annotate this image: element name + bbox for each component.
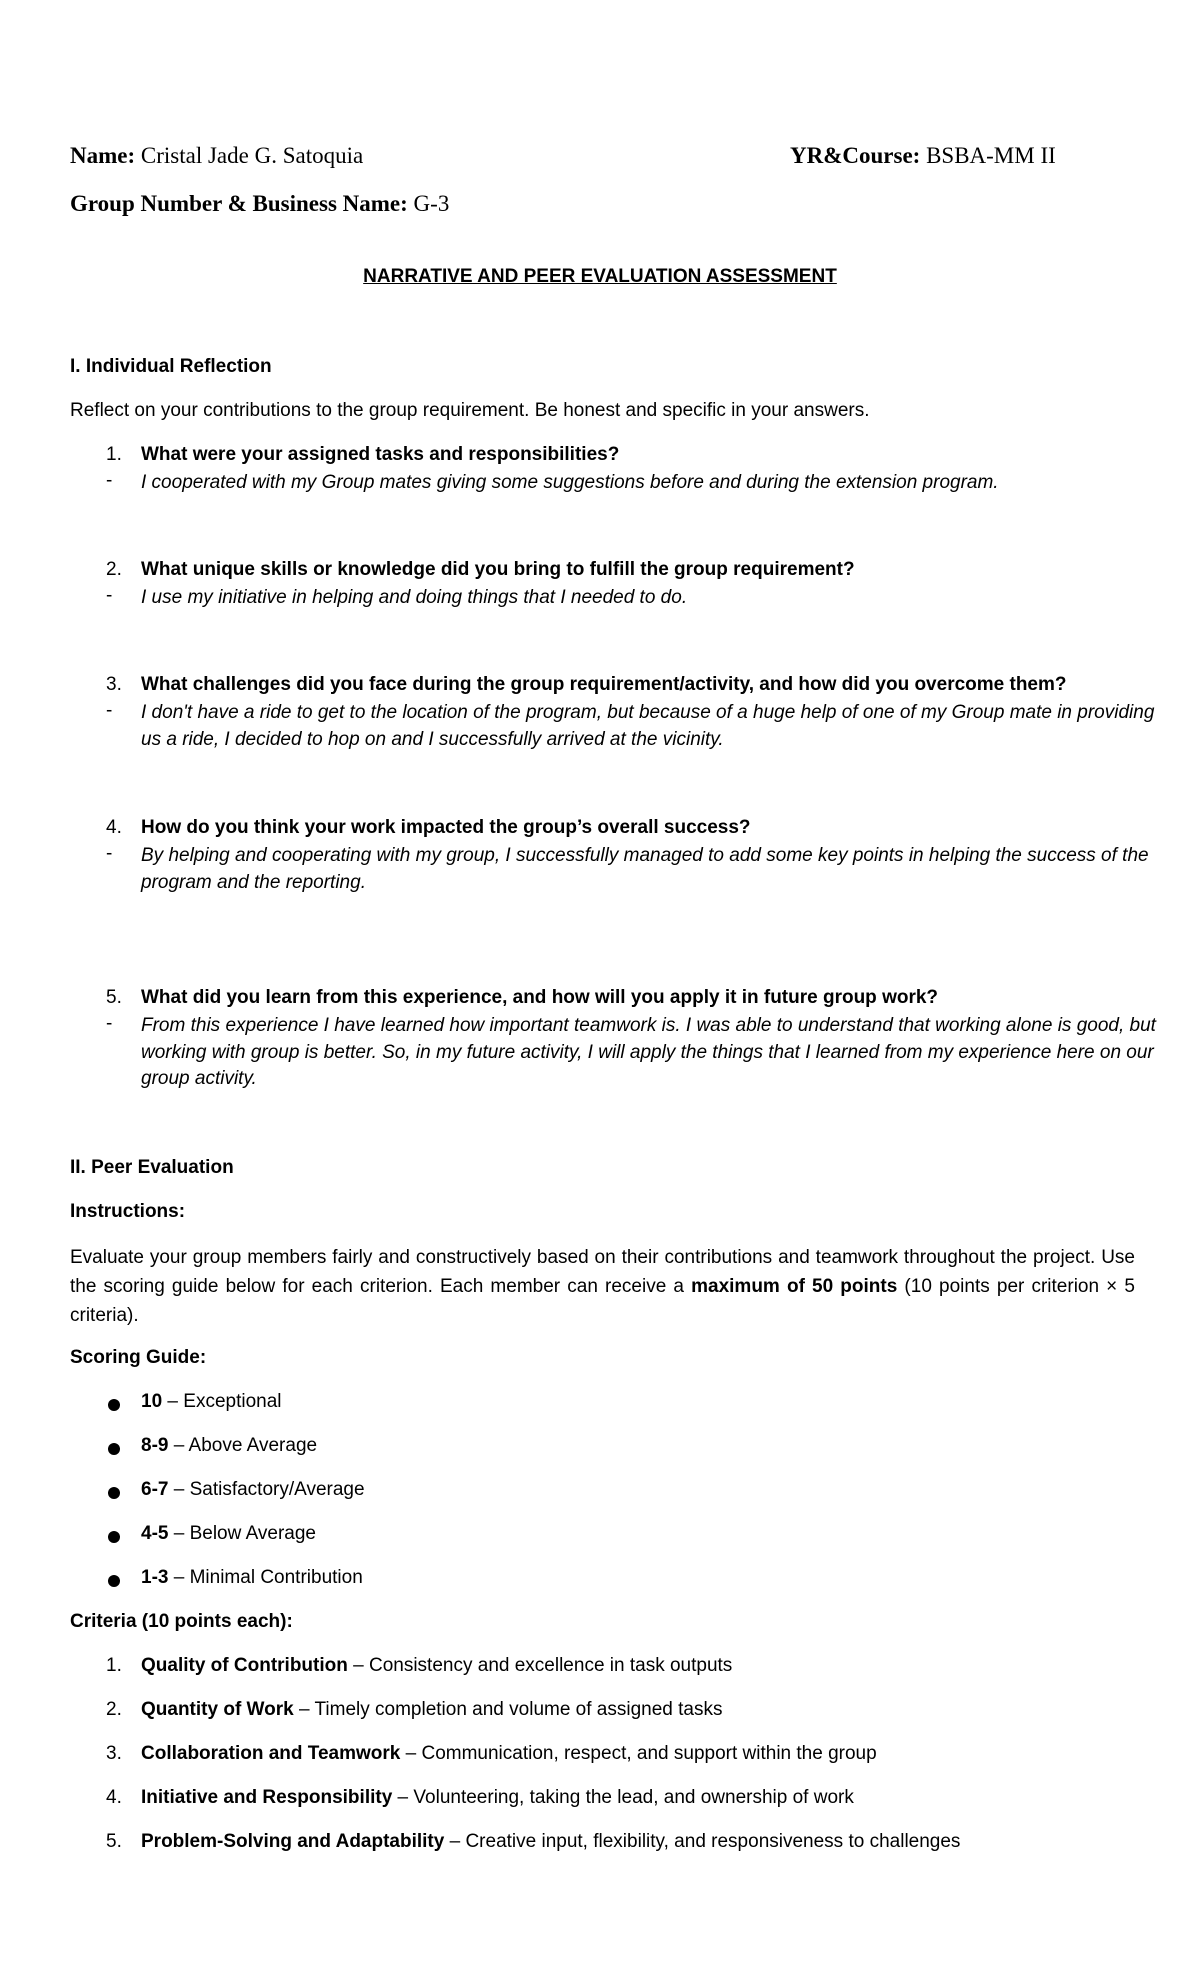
instructions-before: Evaluate your group members fairly and constructively based on their contributions and teamwork throughout the project. Use the scoring guide below for each criterion. Each member can receive a [70,1247,1135,1297]
score-desc: – Below Average [168,1523,316,1544]
criterion-name: Quantity of Work [141,1699,294,1720]
question-number: 3. [106,674,122,695]
score-desc: – Exceptional [162,1391,282,1412]
score-value: 10 [141,1391,163,1412]
instructions-after: (10 points per criterion × 5 criteria). [70,1276,1135,1326]
criterion-number: 1. [106,1655,122,1676]
question-text: What unique skills or knowledge did you bring to fulfill the group requirement? [141,559,855,580]
criterion-desc: – Communication, respect, and support within the group [400,1743,877,1764]
instructions-heading: Instructions: [70,1201,186,1222]
section1-heading: I. Individual Reflection [70,356,272,377]
bullet-icon [108,1443,120,1455]
question-number: 1. [106,444,122,465]
course-label: YR&Course: [790,143,921,168]
answer-dash: - [106,470,113,491]
score-value: 6-7 [141,1479,169,1500]
criterion-item [141,1699,723,1721]
scoring-item [141,1479,365,1501]
criterion-name: Problem-Solving and Adaptability [141,1831,445,1852]
criterion-number: 5. [106,1831,122,1852]
question-number: 2. [106,559,122,580]
score-value: 1-3 [141,1567,169,1588]
scoring-item [141,1567,363,1589]
criterion-name: Initiative and Responsibility [141,1787,393,1808]
criterion-desc: – Timely completion and volume of assigned tasks [293,1699,723,1720]
answer-text: I cooperated with my Group mates giving some suggestions before and during the extension program. [141,472,999,493]
answer-text: I use my initiative in helping and doing things that I needed to do. [141,587,688,608]
question-text: How do you think your work impacted the group’s overall success? [141,817,751,838]
criterion-item [141,1743,877,1765]
course-line [790,143,1056,169]
criteria-heading: Criteria (10 points each): [70,1611,293,1632]
criterion-number: 2. [106,1699,122,1720]
criterion-number: 3. [106,1743,122,1764]
bullet-icon [108,1531,120,1543]
question-text: What challenges did you face during the group requirement/activity, and how did you overcome them? [141,674,1067,695]
score-desc: – Above Average [168,1435,318,1456]
document-title: NARRATIVE AND PEER EVALUATION ASSESSMENT [363,266,837,287]
answer-text: By helping and cooperating with my group, I successfully managed to add some key points in helping the success of the program and the reporting. [141,845,1149,893]
criterion-name: Quality of Contribution [141,1655,348,1676]
bullet-icon [108,1487,120,1499]
section1-intro: Reflect on your contributions to the group requirement. Be honest and specific in your answers. [70,400,870,421]
scoring-item [141,1435,317,1457]
answer-dash: - [106,585,113,606]
criterion-number: 4. [106,1787,122,1808]
name-label: Name: [70,143,136,168]
scoring-item [141,1391,282,1413]
answer-dash: - [106,1013,113,1034]
group-line [70,191,449,217]
scoring-item [141,1523,316,1545]
bullet-icon [108,1399,120,1411]
criterion-item [141,1655,732,1677]
question-number: 4. [106,817,122,838]
criterion-desc: – Creative input, flexibility, and responsiveness to challenges [444,1831,961,1852]
bullet-icon [108,1575,120,1587]
name-line [70,143,363,169]
answer-dash: - [106,843,113,864]
group-label: Group Number & Business Name: [70,191,408,216]
score-desc: – Satisfactory/Average [168,1479,365,1500]
criterion-item [141,1787,854,1809]
answer-dash: - [106,700,113,721]
question-text: What did you learn from this experience, and how will you apply it in future group work? [141,987,939,1008]
criterion-item [141,1831,960,1853]
answer-text: From this experience I have learned how important teamwork is. I was able to understand that working alone is good, but working with group is better. So, in my future activity, I will apply the things that I learned from my experience here on our group activity. [141,1015,1156,1089]
criterion-desc: – Consistency and excellence in task outputs [347,1655,733,1676]
score-desc: – Minimal Contribution [168,1567,363,1588]
answer-text: I don't have a ride to get to the location of the program, but because of a huge help of one of my Group mate in providing us a ride, I decided to hop on and I successfully arrived at the vicinity. [141,702,1155,750]
question-number: 5. [106,987,122,1008]
name-value: Cristal Jade G. Satoquia [140,143,364,168]
question-text: What were your assigned tasks and responsibilities? [141,444,620,465]
course-value: BSBA-MM II [926,143,1056,168]
group-value: G-3 [413,191,450,216]
scoring-heading: Scoring Guide: [70,1347,207,1368]
instructions-bold: maximum of 50 points [691,1276,898,1297]
score-value: 8-9 [141,1435,169,1456]
criterion-desc: – Volunteering, taking the lead, and ownership of work [392,1787,854,1808]
score-value: 4-5 [141,1523,169,1544]
criterion-name: Collaboration and Teamwork [141,1743,401,1764]
instructions-text [70,1243,1135,1330]
section2-heading: II. Peer Evaluation [70,1157,234,1178]
